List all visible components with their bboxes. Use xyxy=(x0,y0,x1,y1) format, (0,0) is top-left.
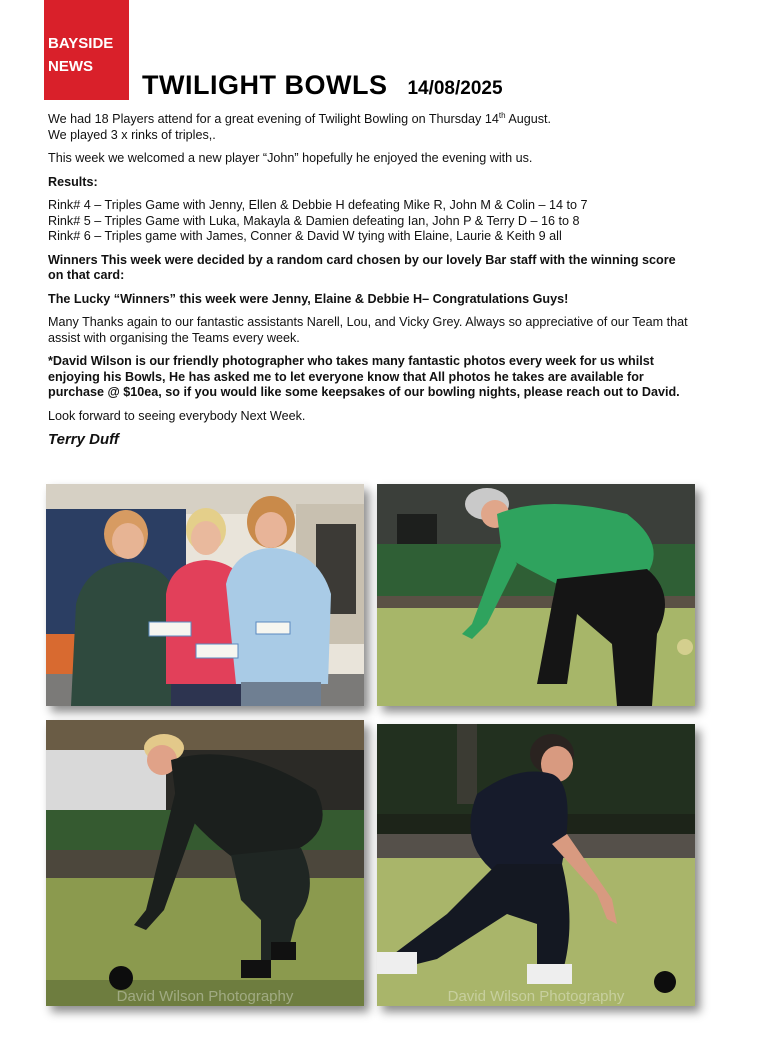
rink-result-6: Rink# 6 – Triples game with James, Conner & David W tying with Elaine, Laurie & Keith 9 all xyxy=(48,229,562,243)
intro-text-b: August. xyxy=(505,112,552,126)
intro-sup: th xyxy=(498,110,506,120)
rink-result-5: Rink# 5 – Triples Game with Luka, Makayla & Damien defeating Ian, John P & Terry D – 16 to 8 xyxy=(48,213,580,228)
bowler-man-dark-image xyxy=(377,724,695,1006)
bayside-news-badge xyxy=(44,0,129,100)
bowler-green-image xyxy=(377,484,695,706)
thanks-text: Many Thanks again to our fantastic assistants Narell, Lou, and Vicky Grey. Always so appreciative of our Team that assist with organising the Teams every week. xyxy=(48,315,688,345)
photo-winners-group xyxy=(46,484,364,706)
winners-group-image xyxy=(46,484,364,706)
article-body xyxy=(48,112,688,448)
page-title: TWILIGHT BOWLS xyxy=(142,70,388,100)
photographer-note: *David Wilson is our friendly photographer who takes many fantastic photos every week for us whilst enjoying his Bowls, He has asked me to let everyone know that All photos he takes are available for purchase @ $10ea, so if you would like some keepsakes of our bowling nights, please reach out to David. xyxy=(48,354,680,399)
welcome-text: This week we welcomed a new player “John” hopefully he enjoyed the evening with us. xyxy=(48,151,533,165)
intro-text-a: We had 18 Players attend for a great evening of Twilight Bowling on Thursday 14 xyxy=(48,112,499,126)
lucky-winners: The Lucky “Winners” this week were Jenny, Elaine & Debbie H– Congratulations Guys! xyxy=(48,291,569,306)
header xyxy=(142,70,503,101)
intro-line1 xyxy=(48,112,688,128)
winners-note: Winners This week were decided by a random card chosen by our lovely Bar staff with the winning score on that card: xyxy=(48,252,676,282)
badge-line2: NEWS xyxy=(48,58,93,75)
intro-line2: We played 3 x rinks of triples,. xyxy=(48,127,216,142)
bowler-young-man-image xyxy=(46,720,364,1006)
photo-bowler-man-dark xyxy=(377,724,695,1006)
photo-bowler-young-man xyxy=(46,720,364,1006)
page-date: 14/08/2025 xyxy=(407,78,503,99)
results-heading: Results: xyxy=(48,174,98,189)
rink-result-4: Rink# 4 – Triples Game with Jenny, Ellen & Debbie H defeating Mike R, John M & Colin – 14 to 7 xyxy=(48,198,588,212)
watermark-photo3: David Wilson Photography xyxy=(116,988,294,1005)
watermark-photo4: David Wilson Photography xyxy=(447,988,625,1005)
photo-bowler-green xyxy=(377,484,695,706)
signature: Terry Duff xyxy=(48,431,119,448)
closing-text: Look forward to seeing everybody Next Week. xyxy=(48,408,306,423)
badge-line1: BAYSIDE xyxy=(48,35,114,52)
